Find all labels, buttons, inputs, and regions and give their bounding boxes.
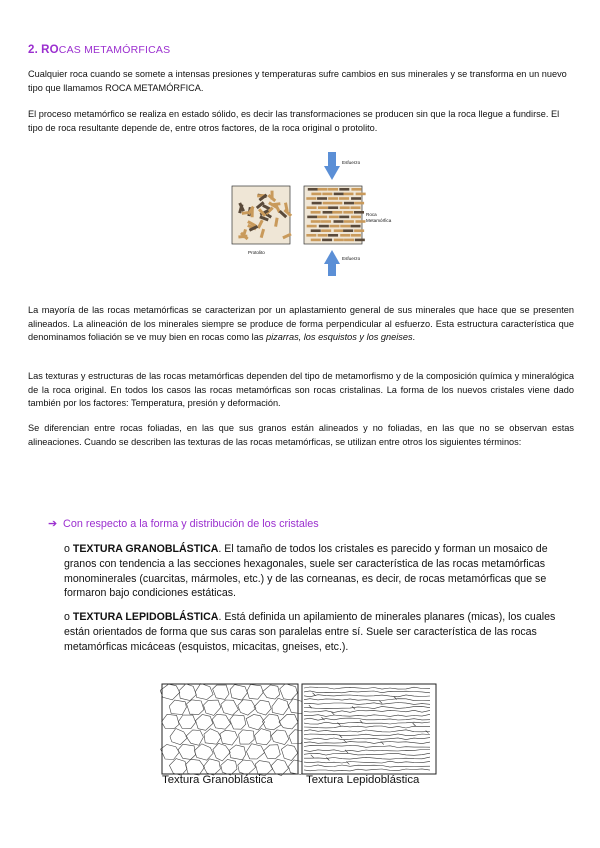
paragraph-foliadas: Se diferencian entre rocas foliadas, en las que sus granos están alineados y no foliadas, en las que no se observan estas alineaciones. Cuando se describen las texturas de las rocas metamórficas, se utilizan entre otros los siguientes términos: <box>28 423 574 447</box>
label-protolito: Protolito <box>248 250 265 255</box>
crystal <box>307 206 317 209</box>
crystal <box>319 225 329 228</box>
crystal <box>311 239 321 242</box>
stress-arrow-bottom-icon <box>324 250 340 276</box>
paragraph-process: El proceso metamórfico se realiza en estado sólido, es decir las transformaciones se producen sin que la roca llegue a fundirse. El tipo de roca resultante depende de, entre otros factores, de la roca original o protolito. <box>28 109 560 133</box>
label-esfuerzo-bottom: Esfuerzo <box>342 256 361 261</box>
crystal <box>343 211 353 214</box>
crystal <box>351 188 361 191</box>
crystal <box>307 225 317 228</box>
textura-granoblastica-title: TEXTURA GRANOBLÁSTICA <box>72 543 219 555</box>
crystal <box>334 239 344 242</box>
lepidoblastic-texture-image <box>302 684 436 774</box>
foliacion-end: . <box>412 332 416 343</box>
crystal <box>344 239 354 242</box>
crystal <box>317 197 327 200</box>
crystal <box>332 202 342 205</box>
crystal <box>343 229 353 232</box>
crystal <box>307 216 317 219</box>
crystal <box>344 220 354 223</box>
crystal <box>339 197 349 200</box>
caption-granoblastica: Textura Granoblástica <box>162 774 273 786</box>
crystal <box>318 206 328 209</box>
crystal <box>321 229 331 232</box>
bullet-forma-cristales <box>48 517 319 530</box>
crystal <box>328 197 338 200</box>
bullet-text: Con respecto a la forma y distribución de los cristales <box>63 518 319 530</box>
stress-arrow-top-icon <box>324 152 340 180</box>
crystal <box>329 225 339 228</box>
crystal <box>311 211 321 214</box>
crystal <box>356 193 366 196</box>
textura-lepidoblastica <box>64 610 578 654</box>
label-metamorfica: Metamórfica <box>366 218 392 223</box>
crystal <box>322 239 332 242</box>
crystal <box>329 216 339 219</box>
crystal <box>351 197 361 200</box>
crystal <box>343 193 353 196</box>
caption-lepidoblastica: Textura Lepidoblástica <box>306 774 420 786</box>
crystal <box>318 234 328 237</box>
crystal <box>328 234 338 237</box>
crystal <box>311 229 321 232</box>
crystal <box>332 211 342 214</box>
textura-lepidoblastica-title: TEXTURA LEPIDOBLÁSTICA <box>72 611 219 623</box>
textura-granoblastica <box>64 542 578 601</box>
textura-lepidoblastica-desc: . Está definida un apilamiento de minerales planares (micas), los cuales están orientados de forma que sus caras son paralelas entre sí. Suele ser característica de las rocas metamórficas micáceas (esquistos, micacitas, gneises, etc.). <box>64 611 556 653</box>
granoblastic-texture-image <box>160 684 306 776</box>
crystal <box>311 193 321 196</box>
list-marker: o <box>64 611 70 623</box>
metamorphism-diagram <box>228 148 402 278</box>
crystal <box>344 202 354 205</box>
crystal <box>340 206 350 209</box>
list-marker: o <box>64 543 70 555</box>
crystal <box>355 239 365 242</box>
paragraph-intro: Cualquier roca cuando se somete a intensas presiones y temperaturas sufre cambios en sus minerales y se transforma en un nuevo tipo que llamamos ROCA METAMÓRFICA. <box>28 69 567 93</box>
crystal <box>321 220 331 223</box>
crystal <box>334 193 344 196</box>
crystal <box>351 216 361 219</box>
label-esfuerzo-top: Esfuerzo <box>342 160 361 165</box>
crystal <box>334 220 344 223</box>
crystal <box>306 197 316 200</box>
crystal <box>323 202 333 205</box>
metamorphic-block <box>304 186 366 244</box>
crystal <box>308 188 318 191</box>
crystal <box>355 220 365 223</box>
crystal <box>339 216 349 219</box>
crystal <box>322 193 332 196</box>
crystal <box>317 216 327 219</box>
crystal <box>328 188 338 191</box>
paragraph-texturas: Las texturas y estructuras de las rocas metamórficas dependen del tipo de metamorfismo y de la composición química y mineralógica de la roca original. En todos los casos las rocas metamórficas son rocas cristalinas. La forma de los nuevos cristales viene dado también por los factores: Temperatura, presión y deformación. <box>28 371 574 409</box>
crystal <box>350 206 360 209</box>
crystal <box>340 225 350 228</box>
crystal <box>339 188 349 191</box>
crystal <box>311 220 321 223</box>
section-title-lead: RO <box>41 44 59 56</box>
section-title-rest: CAS METAMÓRFICAS <box>58 44 171 56</box>
crystal <box>354 211 364 214</box>
crystal <box>328 206 338 209</box>
section-number: 2. <box>28 44 38 56</box>
protolito-block <box>232 186 292 244</box>
foliacion-examples: pizarras, los esquistos y los gneises <box>265 332 413 343</box>
section-heading <box>28 44 170 56</box>
crystal <box>306 234 316 237</box>
textura-granoblastica-desc: . El tamaño de todos los cristales es parecido y forman un mosaico de granos con tendencia a las secciones hexagonales, suele ser característica de las rocas metamórficas monominerales (cuarcitas, mármoles, etc.) y de las corneanas, es decir, de rocas metamórficas que se formaron bajo condiciones estáticas. <box>64 543 548 600</box>
label-roca: Roca <box>366 212 377 217</box>
arrow-icon: ➔ <box>48 518 58 530</box>
crystal <box>318 188 328 191</box>
crystal <box>340 234 350 237</box>
crystal <box>351 234 361 237</box>
paragraph-foliacion <box>28 304 574 345</box>
foliacion-text: La mayoría de las rocas metamórficas se caracterizan por un aplastamiento general de sus minerales que hace que se presenten alineados. La alineación de los minerales siempre se produce de forma perpendicular al esfuerzo. Esta estructura característica que denominamos foliación se ve muy bien en rocas como las <box>28 305 574 343</box>
crystal <box>351 225 361 228</box>
crystal <box>312 202 322 205</box>
crystal <box>354 202 364 205</box>
texture-comparison-figure <box>160 682 438 780</box>
crystal <box>354 229 364 232</box>
crystal <box>334 229 344 232</box>
crystal <box>323 211 333 214</box>
